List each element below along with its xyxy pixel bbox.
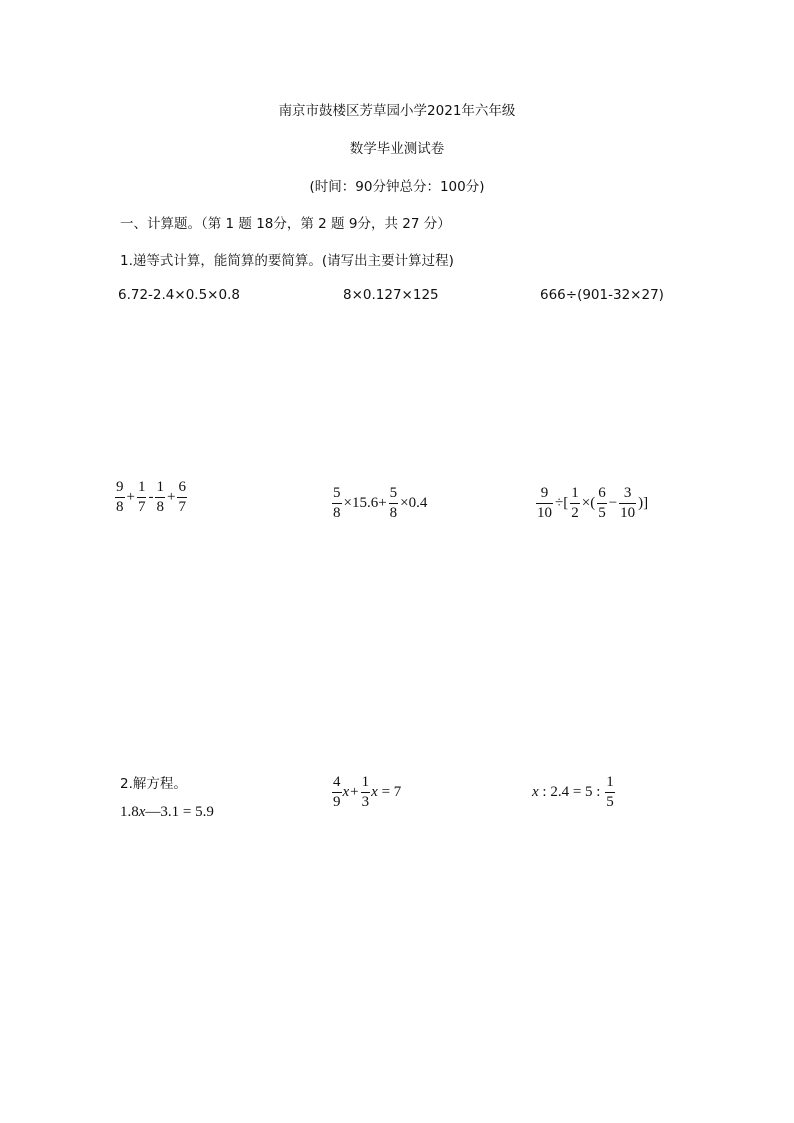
fraction: $\frac{9}{8}$ (116, 479, 124, 515)
fraction: $\frac{1}{2}$ (571, 485, 579, 521)
fraction: $\frac{5}{8}$ (389, 485, 398, 521)
exam-title: 数学毕业测试卷 (349, 141, 445, 157)
section-1-heading: 一、计算题。（第 1 题 18分，第 2 题 9分，共 27 分） (120, 216, 451, 232)
expr-3: 666÷(901-32×27) (540, 287, 664, 303)
expr-2: 8×0.127×125 (343, 287, 439, 303)
fraction: $\frac{1}{7}$ (137, 479, 146, 515)
fraction: $\frac{1}{8}$ (156, 479, 164, 515)
expr-5: $\frac{5}{8}$ ×15.6+ $\frac{5}{8}$ ×0.4 (333, 485, 428, 521)
question-2-label: 2.解方程。 (120, 776, 187, 792)
fraction: $\frac{6}{5}$ (598, 485, 606, 521)
equation-2: $\frac{4}{9}$ x + $\frac{1}{3}$ x = 7 (333, 774, 402, 810)
fraction: $\frac{1}{5}$ (606, 774, 614, 810)
expr-4: $\frac{9}{8}$ + $\frac{1}{7}$ - $\frac{1}{8}$ + $\frac{6}{7}$ (116, 479, 186, 515)
equation-3: x : 2.4 = 5 : $\frac{1}{5}$ (532, 774, 614, 810)
expr-6: $\frac{9}{10}$ ÷[ $\frac{1}{2}$ ×( $\frac{6}{5}$ − $\frac{3}{10}$ )] (537, 485, 649, 521)
fraction: $\frac{4}{9}$ (333, 774, 341, 810)
fraction: $\frac{3}{10}$ (620, 485, 636, 521)
expr-1: 6.72-2.4×0.5×0.8 (118, 287, 240, 303)
fraction: $\frac{1}{3}$ (361, 774, 370, 810)
school-line: 南京市鼓楼区芳草园小学2021年六年级 (278, 103, 516, 119)
exam-info: (时间：90分钟总分：100分) (309, 179, 485, 195)
question-1-label: 1.递等式计算，能简算的要简算。(请写出主要计算过程) (120, 253, 454, 269)
fraction: $\frac{9}{10}$ (537, 485, 552, 521)
fraction: $\frac{5}{8}$ (333, 485, 341, 521)
equation-1: 1.8 x —3.1 = 5.9 (120, 804, 214, 820)
fraction: $\frac{6}{7}$ (178, 479, 186, 515)
